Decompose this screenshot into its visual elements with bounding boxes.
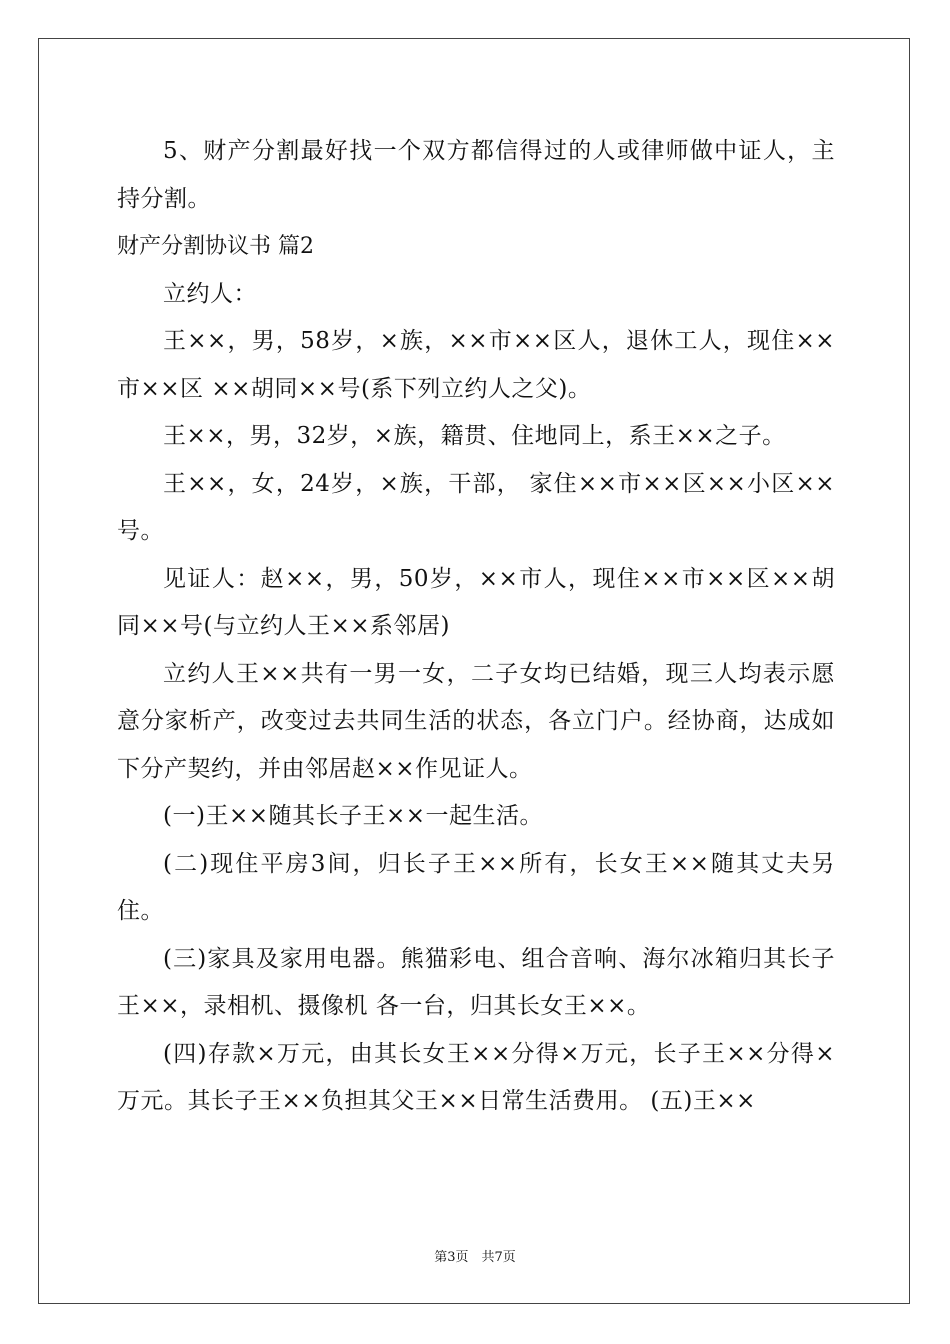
paragraph-item-5: 5、财产分割最好找一个双方都信得过的人或律师做中证人，主持分割。 [117,138,835,212]
document-body [117,128,835,1126]
clause-4: (四)存款×万元，由其长女王××分得×万元，长子王××分得×万元。其长子王××负担其父王××日常生活费用。 (五)王×× [117,1040,835,1114]
party-daughter: 王××，女，24岁，×族，干部， 家住××市××区××小区××号。 [117,470,835,544]
witness-paragraph: 见证人：赵××，男，50岁，××市人，现住××市××区××胡同××号(与立约人王××系邻居) [117,565,835,639]
clause-2: (二)现住平房3间，归长子王××所有，长女王××随其丈夫另住。 [117,850,835,924]
page-number: 第3页 共7页 [434,1250,516,1265]
clause-1: (一)王××随其长子王××一起生活。 [163,803,544,829]
agreement-intro: 立约人王××共有一男一女，二子女均已结婚，现三人均表示愿意分家析产，改变过去共同生活的状态，各立门户。经协商，达成如下分产契约，并由邻居赵××作见证人。 [117,660,835,782]
party-father: 王××，男，58岁，×族，××市××区人，退休工人，现住××市××区 ××胡同××号(系下列立约人之父)。 [117,328,835,402]
parties-label: 立约人： [163,280,257,307]
section-heading: 财产分割协议书 篇2 [117,234,314,259]
clause-3: (三)家具及家用电器。熊猫彩电、组合音响、海尔冰箱归其长子王××，录相机、摄像机 各一台，归其长女王××。 [117,945,835,1019]
party-son: 王××，男，32岁，×族，籍贯、住地同上，系王××之子。 [163,423,786,449]
